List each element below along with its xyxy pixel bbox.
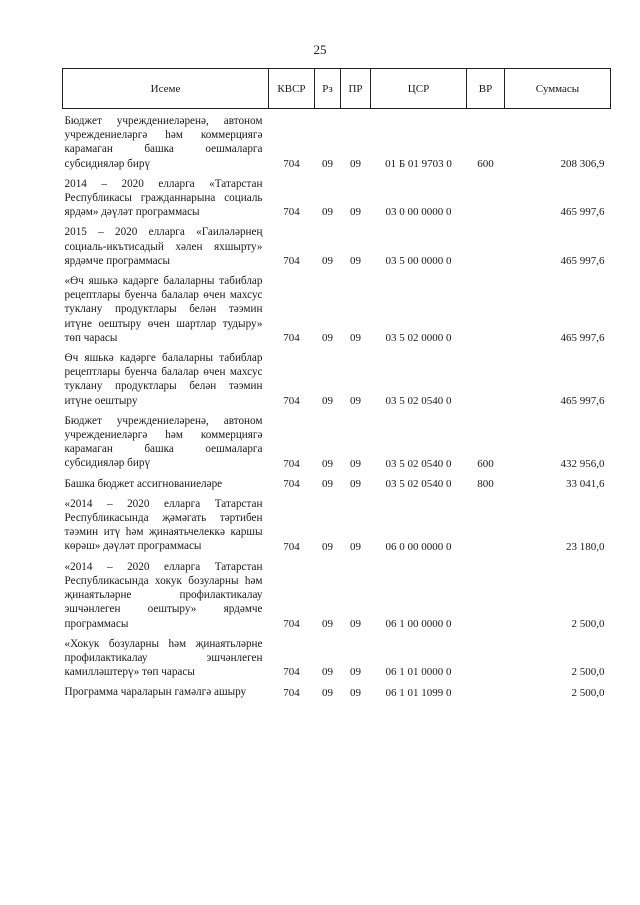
row-rz: 09 — [322, 457, 333, 470]
row-kvsr: 704 — [283, 617, 300, 630]
row-kvsr: 704 — [283, 686, 300, 699]
row-csr: 03 0 00 0000 0 — [385, 206, 452, 219]
row-kvsr: 704 — [283, 255, 300, 268]
row-csr: 03 5 00 0000 0 — [385, 255, 452, 268]
row-pr: 09 — [350, 540, 361, 553]
row-sum: 465 997,6 — [560, 394, 605, 407]
table-row — [63, 269, 611, 346]
row-kvsr: 704 — [283, 157, 300, 170]
row-sum: 208 306,9 — [560, 157, 605, 170]
table-row — [63, 409, 611, 472]
row-rz: 09 — [322, 540, 333, 553]
row-kvsr: 704 — [283, 457, 300, 470]
row-vr — [467, 269, 505, 346]
row-name: Өч яшькә кадәрге балаларны табиблар рецептлары буенча балалар өчен махсус туклану продуктлары белән тәэмин итүне оештыру — [64, 352, 263, 407]
row-kvsr: 704 — [283, 332, 300, 345]
row-vr — [467, 492, 505, 555]
row-name: «2014 – 2020 елларга Татарстан Республикасында җәмәгать тәртибен тәэмин итү һәм җинаятьчелеккә каршы көрәш» дәүләт программасы — [64, 497, 263, 553]
table-row — [63, 346, 611, 409]
header-sum: Суммасы — [505, 69, 611, 109]
row-csr: 03 5 02 0000 0 — [385, 332, 452, 345]
table-row — [63, 172, 611, 221]
row-vr: 600 — [477, 157, 494, 170]
table-row — [63, 220, 611, 269]
table-row — [63, 492, 611, 555]
table-header — [63, 69, 611, 109]
table-row — [63, 109, 611, 172]
row-sum: 33 041,6 — [566, 477, 605, 490]
row-sum: 465 997,6 — [560, 206, 605, 219]
row-pr: 09 — [350, 617, 361, 630]
row-rz: 09 — [322, 477, 333, 490]
row-sum: 465 997,6 — [560, 255, 605, 268]
row-sum: 2 500,0 — [571, 686, 605, 699]
page-number: 25 — [313, 42, 327, 57]
row-vr — [467, 172, 505, 221]
header-csr: ЦСР — [371, 69, 467, 109]
row-kvsr: 704 — [283, 206, 300, 219]
row-sum: 2 500,0 — [571, 617, 605, 630]
row-name: «2014 – 2020 елларга Татарстан Республикасында хокук бозуларны һәм җинаятьләрне профилактикалау эшчәнлеген оештыру» ярдәмче программасы — [64, 560, 263, 630]
row-sum: 23 180,0 — [566, 540, 605, 553]
row-sum: 432 956,0 — [560, 457, 605, 470]
row-pr: 09 — [350, 332, 361, 345]
row-csr: 06 0 00 0000 0 — [385, 540, 452, 553]
table-body — [63, 109, 611, 701]
row-name: Бюджет учреждениеләренә, автоном учреждениеләргә һәм коммерциягә карамаган башка оешмаларга субсидияләр бирү — [64, 115, 263, 170]
row-vr — [467, 555, 505, 632]
row-rz: 09 — [322, 157, 333, 170]
row-name: 2015 – 2020 елларга «Гаиләләрнең социаль-икътисадый хәлен яхшырту» ярдәмче программасы — [64, 226, 263, 267]
row-kvsr: 704 — [283, 666, 300, 679]
row-vr: 600 — [477, 457, 494, 470]
row-csr: 01 Б 01 9703 0 — [385, 157, 452, 170]
table-row — [63, 472, 611, 492]
row-pr: 09 — [350, 255, 361, 268]
row-vr — [467, 632, 505, 681]
row-kvsr: 704 — [283, 394, 300, 407]
row-name: «Хокук бозуларны һәм җинаятьләрне профилактикалау эшчәнлеген камилләштерү» төп чарасы — [64, 637, 263, 679]
row-name: Программа чараларын гамәлгә ашыру — [64, 686, 247, 699]
row-name: «Өч яшькә кадәрге балаларны табиблар рецептлары буенча балалар өчен махсус туклану продуктлары белән тәэмин итүне оештыру өчен шартлар тудыру» төп чарасы — [64, 275, 263, 344]
row-name: Башка бюджет ассигнованиеләре — [64, 477, 223, 490]
header-rz: Рз — [315, 69, 341, 109]
header-vr: ВР — [467, 69, 505, 109]
table-row — [63, 632, 611, 681]
budget-table — [62, 68, 611, 701]
row-rz: 09 — [322, 332, 333, 345]
row-pr: 09 — [350, 206, 361, 219]
table-row — [63, 680, 611, 700]
row-vr: 800 — [477, 477, 494, 490]
row-csr: 06 1 01 1099 0 — [385, 686, 452, 699]
header-name: Исеме — [63, 69, 269, 109]
row-kvsr: 704 — [283, 540, 300, 553]
row-csr: 06 1 00 0000 0 — [385, 617, 452, 630]
row-csr: 03 5 02 0540 0 — [385, 394, 452, 407]
row-rz: 09 — [322, 686, 333, 699]
row-pr: 09 — [350, 394, 361, 407]
row-kvsr: 704 — [283, 477, 300, 490]
row-pr: 09 — [350, 477, 361, 490]
row-pr: 09 — [350, 457, 361, 470]
row-rz: 09 — [322, 206, 333, 219]
row-vr — [467, 346, 505, 409]
row-vr — [467, 680, 505, 700]
row-csr: 03 5 02 0540 0 — [385, 477, 452, 490]
row-csr: 06 1 01 0000 0 — [385, 666, 452, 679]
row-pr: 09 — [350, 666, 361, 679]
row-pr: 09 — [350, 686, 361, 699]
row-sum: 465 997,6 — [560, 332, 605, 345]
table-row — [63, 555, 611, 632]
header-pr: ПР — [341, 69, 371, 109]
row-rz: 09 — [322, 617, 333, 630]
row-vr — [467, 220, 505, 269]
row-rz: 09 — [322, 666, 333, 679]
row-rz: 09 — [322, 394, 333, 407]
row-name: Бюджет учреждениеләренә, автоном учреждениеләргә һәм коммерциягә карамаган башка оешмаларга субсидияләр бирү — [64, 414, 263, 470]
row-name: 2014 – 2020 елларга «Татарстан Республикасы гражданнарына социаль ярдәм» дәүләт программасы — [64, 177, 263, 219]
row-sum: 2 500,0 — [571, 666, 605, 679]
row-pr: 09 — [350, 157, 361, 170]
header-kvsr: КВСР — [269, 69, 315, 109]
row-rz: 09 — [322, 255, 333, 268]
row-csr: 03 5 02 0540 0 — [385, 457, 452, 470]
